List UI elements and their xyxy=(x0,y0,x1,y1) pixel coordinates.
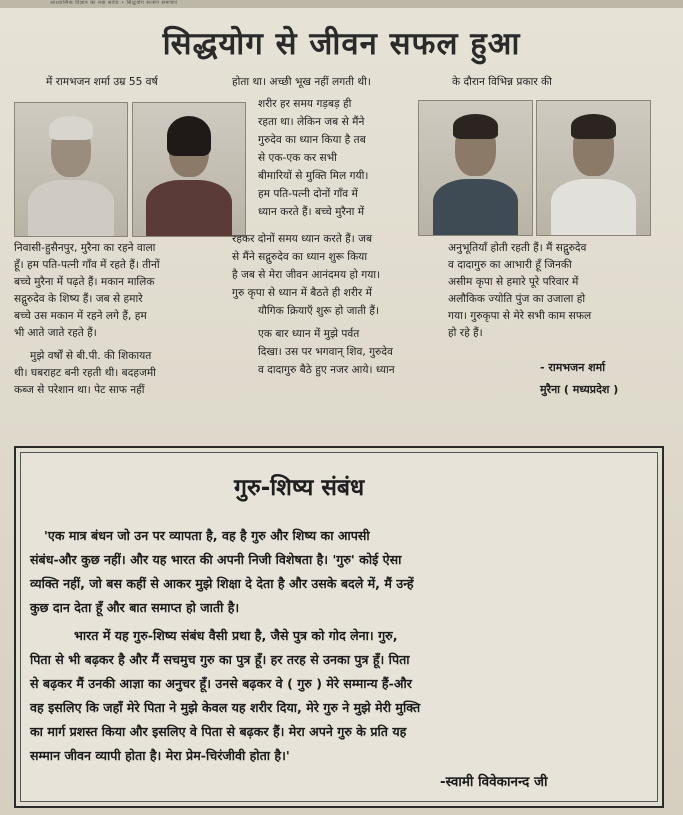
col1-line-6: भी आते जाते रहते हैं। xyxy=(14,327,97,339)
col2-line-6: बीमारियों से मुक्ति मिल गयी। xyxy=(258,170,369,182)
col2-line-12: गुरु कृपा से ध्यान में बैठते ही शरीर में xyxy=(232,287,372,299)
col1-line-5: बच्चे उस मकान में रहने लगे हैं, हम xyxy=(14,310,147,322)
col2-line-1: होता था। अच्छी भूख नहीं लगती थी। xyxy=(232,76,371,88)
signature-place: मुरैना ( मध्यप्रदेश ) xyxy=(540,383,619,396)
col3-line-1: अनुभूतियाँ होती रहती हैं। मैं सद्गुरुदेव xyxy=(448,242,587,254)
col2-line-9: रहकर दोनों समय ध्यान करते हैं। जब xyxy=(232,233,373,245)
col2-line-5: से एक-एक कर सभी xyxy=(258,152,337,164)
article-title: सिद्धयोग से जीवन सफल हुआ xyxy=(162,26,521,62)
col2-line-11: है जब से मेरा जीवन आनंदमय हो गया। xyxy=(232,269,381,281)
col2-line-4: गुरुदेव का ध्यान किया है तब xyxy=(258,134,366,146)
quote-line-1: 'एक मात्र बंधन जो उन पर व्यापता है, वह है गुरु और शिष्य का आपसी xyxy=(44,528,370,543)
quote-line-5: भारत में यह गुरु-शिष्य संबंध वैसी प्रथा है, जैसे पुत्र को गोद लेना। गुरु, xyxy=(74,628,398,643)
quote-title: गुरु-शिष्य संबंध xyxy=(234,475,365,501)
col2-line-7: हम पति-पत्नी दोनों गाँव में xyxy=(258,188,358,200)
quote-line-10: सम्मान जीवन व्यापी होता है। मेरा प्रेम-चिरंजीवी होता है।' xyxy=(30,748,290,763)
header-strip xyxy=(0,0,683,8)
photo-young-man-1 xyxy=(418,100,533,236)
quote-line-4: कुछ दान देता हूँ और बात समाप्त हो जाती है। xyxy=(30,600,240,615)
col2-line-16: व दादागुरु बैठे हुए नजर आये। ध्यान xyxy=(258,364,395,376)
col1-line-9: कब्ज से परेशान था। पेट साफ नहीं xyxy=(14,384,145,396)
col3-line-4: अलौकिक ज्योति पुंज का उजाला हो xyxy=(448,293,586,305)
col2-line-10: से मैंने सद्गुरुदेव का ध्यान शुरू किया xyxy=(232,251,368,263)
photo-man xyxy=(14,102,128,237)
quote-line-3: व्यक्ति नहीं, जो बस कहीं से आकर मुझे शिक्षा दे देता है और उसके बदले में, मैं उन्हें xyxy=(30,576,414,591)
header-strip-text: आध्यात्मिक विज्ञान का नया सवेरा • सिद्धयोग सत्संग समाचार xyxy=(50,0,178,6)
col1-line-1: निवासी-हुसैनपुर, मुरैना का रहने वाला xyxy=(14,242,156,254)
col1-top-line-1: में रामभजन शर्मा उम्र 55 वर्ष xyxy=(46,76,158,88)
quote-author: -स्वामी विवेकानन्द जी xyxy=(440,774,548,790)
col2-line-8: ध्यान करते हैं। बच्चे मुरैना में xyxy=(258,206,365,218)
quote-line-6: पिता से भी बढ़कर है और मैं सचमुच गुरु का पुत्र हूँ। हर तरह से उनका पुत्र हूँ। पिता xyxy=(30,652,410,667)
quote-line-9: का मार्ग प्रशस्त किया और इसलिए वे पिता से बढ़कर हैं। मेरा अपने गुरु के प्रति यह xyxy=(30,724,407,739)
quote-line-7: से बढ़कर मैं उनकी आज्ञा का अनुचर हूँ। उनसे बढ़कर वे ( गुरु ) मेरे सम्मान्य हैं-और xyxy=(30,676,412,691)
col2-line-14: एक बार ध्यान में मुझे पर्वत xyxy=(258,328,360,340)
col1-line-4: सद्गुरुदेव के शिष्य हैं। जब से हमारे xyxy=(14,293,143,305)
quote-line-8: वह इसलिए कि जहाँ मेरे पिता ने मुझे केवल यह शरीर दिया, मेरे गुरु ने मुझे मेरी मुक्ति xyxy=(30,700,421,715)
col1-line-3: बच्चे मुरैना में पढ़ते हैं। मकान मालिक xyxy=(14,276,155,288)
col1-line-8: थी। घबराहट बनी रहती थी। बदहजमी xyxy=(14,367,156,379)
col3-line-2: व दादागुरु का आभारी हूँ जिनकी xyxy=(448,259,572,271)
quote-line-2: संबंध-और कुछ नहीं। और यह भारत की अपनी निजी विशेषता है। 'गुरु' कोई ऐसा xyxy=(30,552,402,567)
col1-line-7: मुझे वर्षों से बी.पी. की शिकायत xyxy=(30,350,152,362)
col3-line-6: हो रहे हैं। xyxy=(448,327,483,339)
signature-name: - रामभजन शर्मा xyxy=(540,361,606,374)
col3-line-3: असीम कृपा से हमारे पूरे परिवार में xyxy=(448,276,579,288)
photo-woman xyxy=(132,102,246,237)
col3-line-5: गया। गुरुकृपा से मेरे सभी काम सफल xyxy=(448,310,592,322)
col2-line-13: यौगिक क्रियाएँ शुरू हो जाती हैं। xyxy=(258,305,380,317)
col2-line-3: रहता था। लेकिन जब से मैंने xyxy=(258,116,365,128)
photo-young-man-2 xyxy=(536,100,651,236)
col1-line-2: हूँ। हम पति-पत्नी गाँव में रहते हैं। तीनों xyxy=(14,259,160,271)
col3-top-line-1: के दौरान विभिन्न प्रकार की xyxy=(452,76,552,88)
col2-line-15: दिखा। उस पर भगवान् शिव, गुरुदेव xyxy=(258,346,393,358)
col2-line-2: शरीर हर समय गड़बड़ ही xyxy=(258,98,352,110)
